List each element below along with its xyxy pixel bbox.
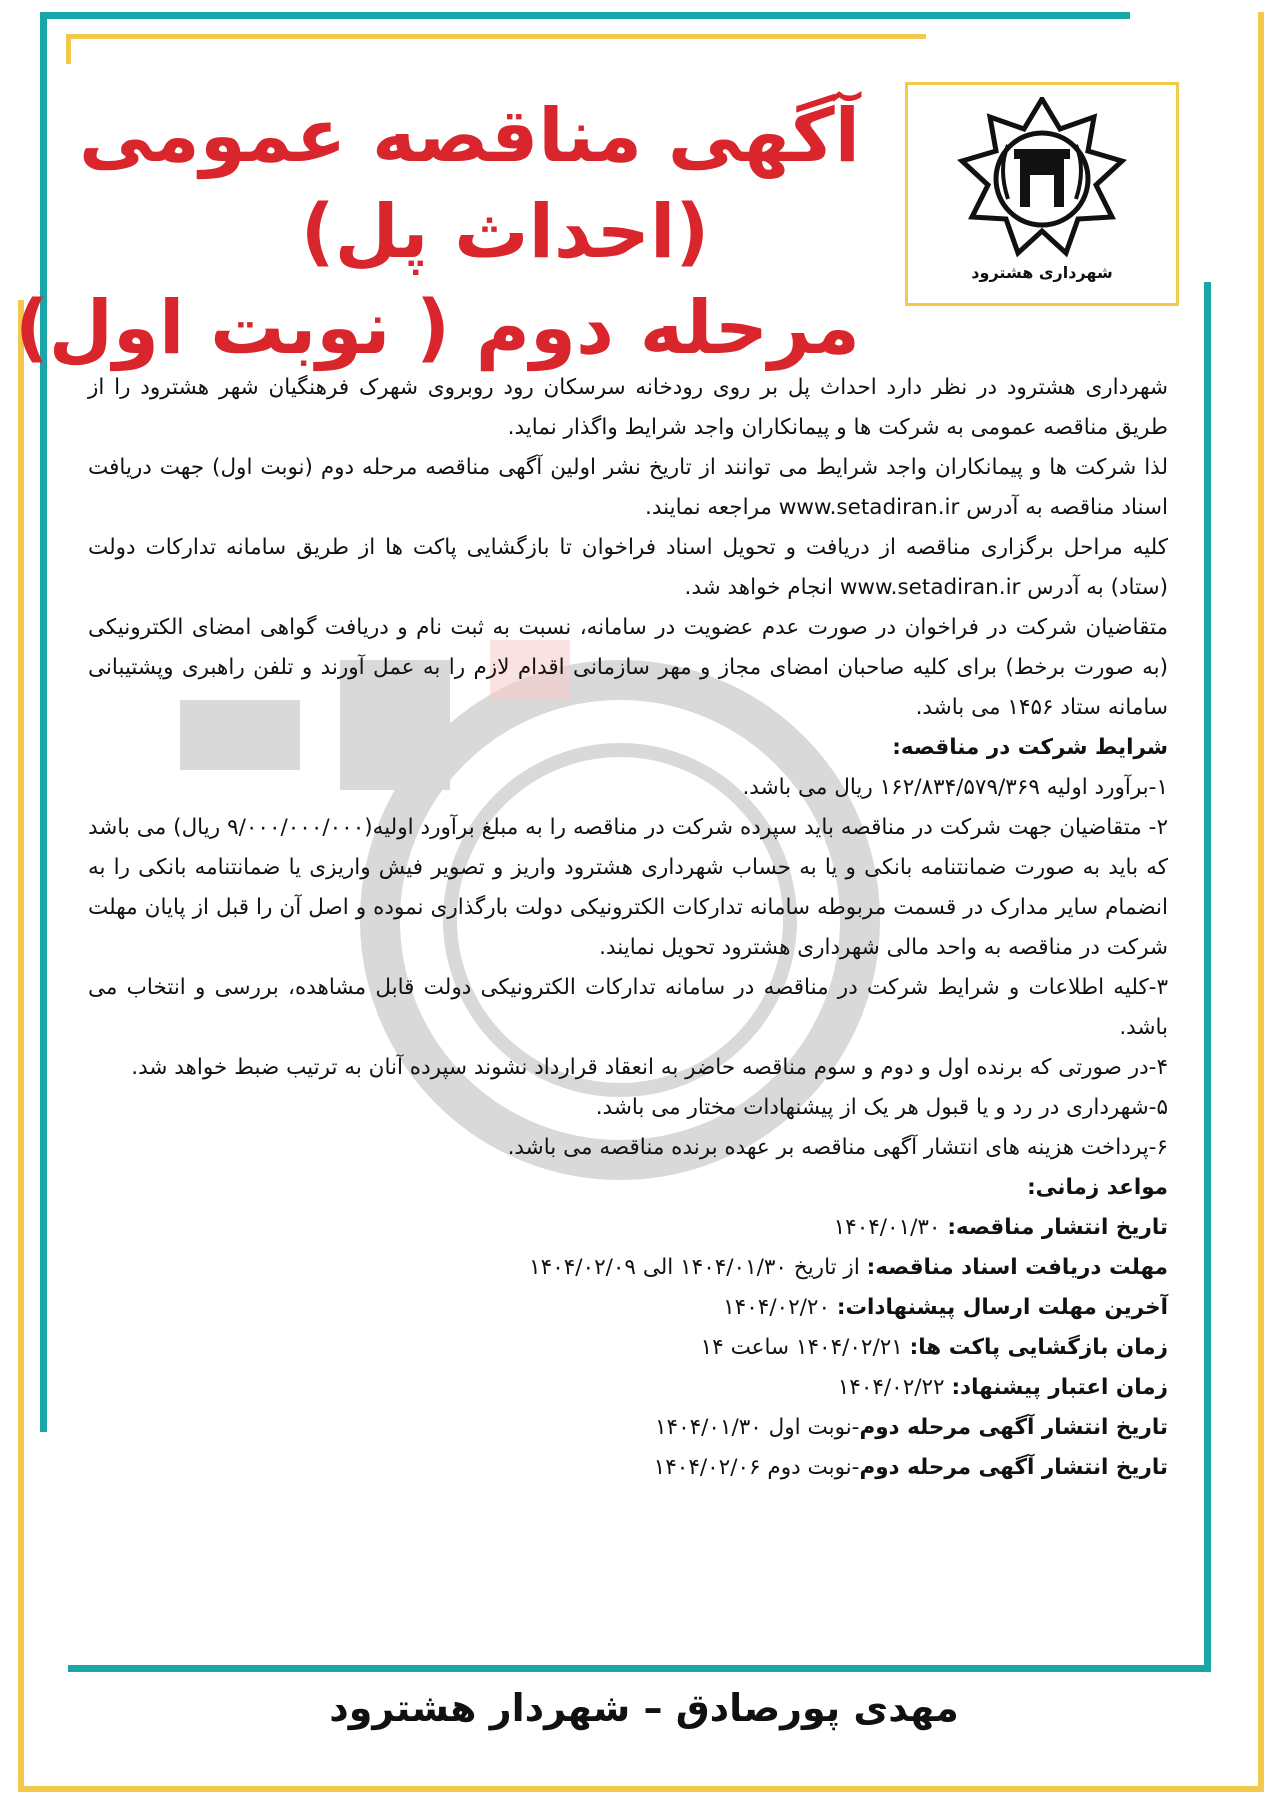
schedule-value: ۱۴۰۴/۰۲/۲۰ — [723, 1295, 830, 1320]
notice-title — [14, 88, 860, 376]
schedule-row — [88, 1328, 1168, 1368]
schedule-label: تاریخ انتشار آگهی مرحله دوم — [859, 1415, 1168, 1440]
logo-label: شهرداری هشترود — [971, 263, 1113, 282]
municipality-emblem-icon — [938, 97, 1146, 262]
schedule-value: از تاریخ ۱۴۰۴/۰۱/۳۰ الی ۱۴۰۴/۰۲/۰۹ — [529, 1255, 860, 1280]
title-line-3: مرحله دوم ( نوبت اول) — [14, 285, 860, 371]
frame-bottom-gold — [18, 1786, 1264, 1792]
frame-bottom-teal — [68, 1665, 1211, 1672]
schedule-row — [88, 1368, 1168, 1408]
schedule-label: مهلت دریافت اسناد مناقصه: — [866, 1255, 1168, 1280]
title-line-2: (احداث پل) — [300, 189, 710, 275]
condition-item: ۱-برآورد اولیه ۱۶۲/۸۳۴/۵۷۹/۳۶۹ ریال می باشد. — [742, 775, 1168, 800]
title-line-1: آگهی مناقصه عمومی — [79, 93, 860, 179]
schedule-value: ۱۴۰۴/۰۲/۲۱ ساعت ۱۴ — [700, 1335, 903, 1360]
frame-right-teal — [1204, 282, 1211, 1672]
frame-left-inner-gold — [66, 34, 71, 64]
condition-item: ۶-پرداخت هزینه های انتشار آگهی مناقصه بر عهده برنده مناقصه می باشد. — [507, 1135, 1168, 1160]
schedule-value: -نوبت اول ۱۴۰۴/۰۱/۳۰ — [654, 1415, 860, 1440]
frame-left-teal — [40, 12, 47, 1432]
schedule-label: آخرین مهلت ارسال پیشنهادات: — [836, 1295, 1168, 1320]
schedule-value: ۱۴۰۴/۰۱/۳۰ — [833, 1215, 941, 1240]
schedule-value: ۱۴۰۴/۰۲/۲۲ — [837, 1375, 945, 1400]
schedule-label: تاریخ انتشار مناقصه: — [947, 1215, 1168, 1240]
paragraph: لذا شرکت ها و پیمانکاران واجد شرایط می توانند از تاریخ نشر اولین آگهی مناقصه مرحله دوم (نوبت اول) جهت دریافت اسناد مناقصه به آدرس www.setadiran.ir مراجعه نمایند. — [88, 455, 1168, 520]
frame-top-gold — [66, 34, 926, 39]
conditions-heading: شرایط شرکت در مناقصه: — [892, 735, 1168, 760]
condition-item: ۴-در صورتی که برنده اول و دوم و سوم مناقصه حاضر به انعقاد قرارداد نشوند سپرده آنان به ترتیب ضبط خواهد شد. — [131, 1055, 1168, 1080]
municipality-logo-box — [905, 82, 1179, 306]
schedule-row — [88, 1208, 1168, 1248]
paragraph: کلیه مراحل برگزاری مناقصه از دریافت و تحویل اسناد فراخوان تا بازگشایی پاکت ها از طریق سامانه تدارکات دولت (ستاد) به آدرس www.setadiran.ir انجام خواهد شد. — [88, 535, 1168, 600]
schedule-row — [88, 1448, 1168, 1488]
condition-item: ۲- متقاضیان جهت شرکت در مناقصه باید سپرده شرکت در مناقصه را به مبلغ برآورد اولیه(۹/۰۰۰/۰۰۰/۰۰۰ ریال) می باشد که باید به صورت ضمانتنامه بانکی و یا به حساب شهرداری هشترود واریز و تصویر فیش واریزی یا ضمانتنامه بانکی را به انضمام سایر مدارک در قسمت مربوطه سامانه تدارکات الکترونیکی دولت بارگذاری نموده و اصل آن را قبل از پایان مهلت شرکت در مناقصه به واحد مالی شهرداری هشترود تحویل نمایند. — [88, 815, 1168, 960]
frame-top-teal — [40, 12, 1130, 19]
condition-item: ۳-کلیه اطلاعات و شرایط شرکت در مناقصه در سامانه تدارکات الکترونیکی دولت قابل مشاهده، بررسی و انتخاب می باشد. — [88, 975, 1168, 1040]
schedule-label: زمان بازگشایی پاکت ها: — [909, 1335, 1168, 1360]
schedule-label: زمان اعتبار پیشنهاد: — [951, 1375, 1168, 1400]
frame-right-gold — [1258, 12, 1264, 1792]
schedule-heading: مواعد زمانی: — [1027, 1175, 1168, 1200]
paragraph: متقاضیان شرکت در فراخوان در صورت عدم عضویت در سامانه، نسبت به ثبت نام و دریافت گواهی امضای الکترونیکی (به صورت برخط) برای کلیه صاحبان امضای مجاز و مهر سازمانی اقدام لازم را به عمل آورند و تلفن راهبری وپشتیبانی سامانه ستاد ۱۴۵۶ می باشد. — [88, 615, 1168, 720]
schedule-row — [88, 1408, 1168, 1448]
frame-left-gold — [18, 300, 24, 1790]
paragraph: شهرداری هشترود در نظر دارد احداث پل بر روی رودخانه سرسکان رود روبروی شهرک فرهنگیان شهر هشترود را از طریق مناقصه عمومی به شرکت ها و پیمانکاران واجد شرایط واگذار نماید. — [88, 375, 1168, 440]
schedule-row — [88, 1288, 1168, 1328]
schedule-label: تاریخ انتشار آگهی مرحله دوم — [859, 1455, 1168, 1480]
schedule-row — [88, 1248, 1168, 1288]
mayor-signature: مهدی پورصادق – شهردار هشترود — [329, 1686, 959, 1730]
notice-body — [88, 368, 1168, 1488]
schedule-value: -نوبت دوم ۱۴۰۴/۰۲/۰۶ — [653, 1455, 860, 1480]
condition-item: ۵-شهرداری در رد و یا قبول هر یک از پیشنهادات مختار می باشد. — [595, 1095, 1168, 1120]
